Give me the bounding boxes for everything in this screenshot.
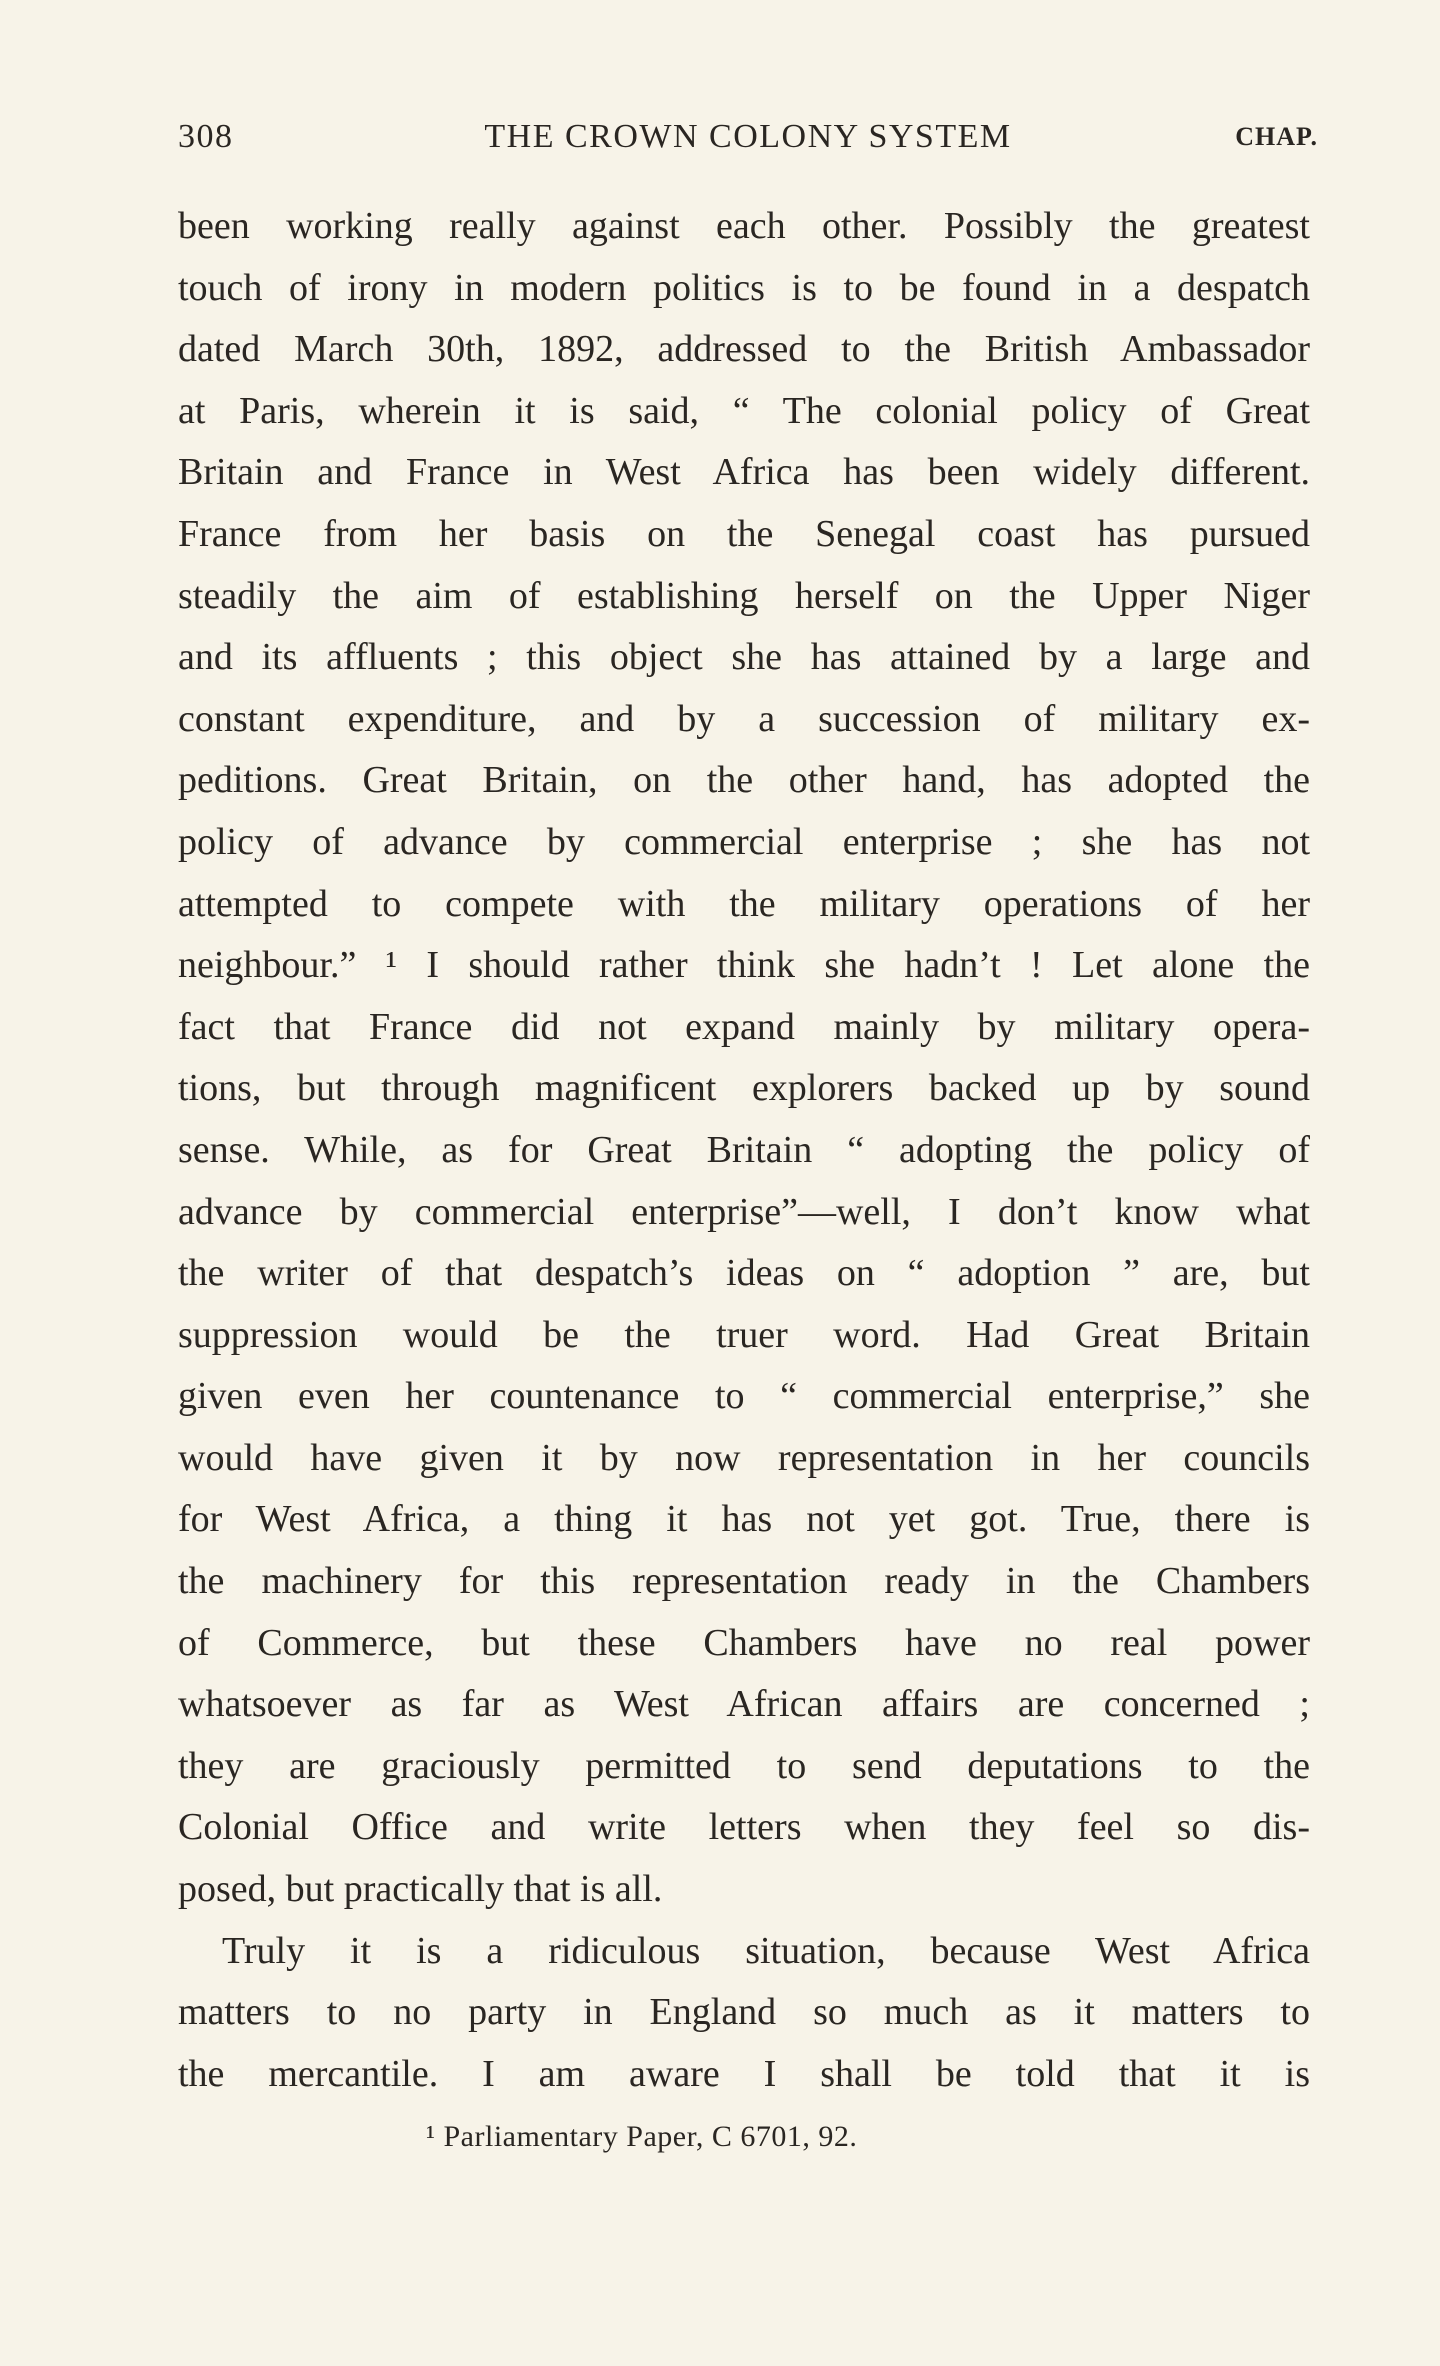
page-header	[178, 118, 1318, 168]
text-line: the machinery for this representation ready in the Chambers	[178, 1560, 1310, 1603]
text-line: the mercantile. I am aware I shall be told that it is	[178, 2052, 1310, 2095]
text-line: matters to no party in England so much as it matters to	[178, 1991, 1310, 2034]
text-line: tions, but through magnificent explorers backed up by sound	[178, 1067, 1310, 1110]
text-line: whatsoever as far as West African affairs are concerned ;	[178, 1683, 1310, 1726]
text-line: advance by commercial enterprise”—well, I don’t know what	[178, 1190, 1310, 1233]
text-line: would have given it by now representation in her councils	[178, 1436, 1310, 1479]
body-text	[178, 196, 1310, 2105]
text-line: policy of advance by commercial enterprise ; she has not	[178, 820, 1310, 863]
paragraph-start-line: Truly it is a ridiculous situation, because West Africa	[222, 1929, 1310, 1972]
page-number: 308	[178, 118, 234, 155]
text-line: steadily the aim of establishing herself on the Upper Niger	[178, 574, 1310, 617]
text-line: peditions. Great Britain, on the other hand, has adopted the	[178, 759, 1310, 802]
running-title: THE CROWN COLONY SYSTEM	[484, 118, 1012, 155]
text-line: and its affluents ; this object she has attained by a large and	[178, 636, 1310, 679]
text-line: the writer of that despatch’s ideas on “ adoption ” are, but	[178, 1252, 1310, 1295]
text-line: dated March 30th, 1892, addressed to the British Ambassador	[178, 328, 1310, 371]
text-line: they are graciously permitted to send deputations to the	[178, 1744, 1310, 1787]
text-line: constant expenditure, and by a succession of military ex-	[178, 697, 1310, 740]
text-line: fact that France did not expand mainly by military opera-	[178, 1005, 1310, 1048]
text-line: sense. While, as for Great Britain “ adopting the policy of	[178, 1128, 1310, 1171]
text-line: of Commerce, but these Chambers have no real power	[178, 1621, 1310, 1664]
text-line: Britain and France in West Africa has been widely different.	[178, 451, 1310, 494]
text-line: touch of irony in modern politics is to be found in a despatch	[178, 266, 1310, 309]
paragraph-end-line: posed, but practically that is all.	[178, 1868, 663, 1911]
text-line: France from her basis on the Senegal coast has pursued	[178, 512, 1310, 555]
text-line: given even her countenance to “ commercial enterprise,” she	[178, 1375, 1310, 1418]
text-line: at Paris, wherein it is said, “ The colonial policy of Great	[178, 389, 1310, 432]
text-line: for West Africa, a thing it has not yet got. True, there is	[178, 1498, 1310, 1541]
chapter-abbreviation: CHAP.	[1235, 122, 1318, 151]
text-line: Colonial Office and write letters when they feel so dis-	[178, 1806, 1310, 1849]
text-line-with-footnote-ref: neighbour.” ¹ I should rather think she hadn’t ! Let alone the	[178, 944, 1310, 987]
text-line: attempted to compete with the military operations of her	[178, 882, 1310, 925]
text-line: been working really against each other. Possibly the greatest	[178, 205, 1310, 247]
footnote: ¹ Parliamentary Paper, C 6701, 92.	[426, 2120, 858, 2153]
text-line: suppression would be the truer word. Had Great Britain	[178, 1313, 1310, 1356]
